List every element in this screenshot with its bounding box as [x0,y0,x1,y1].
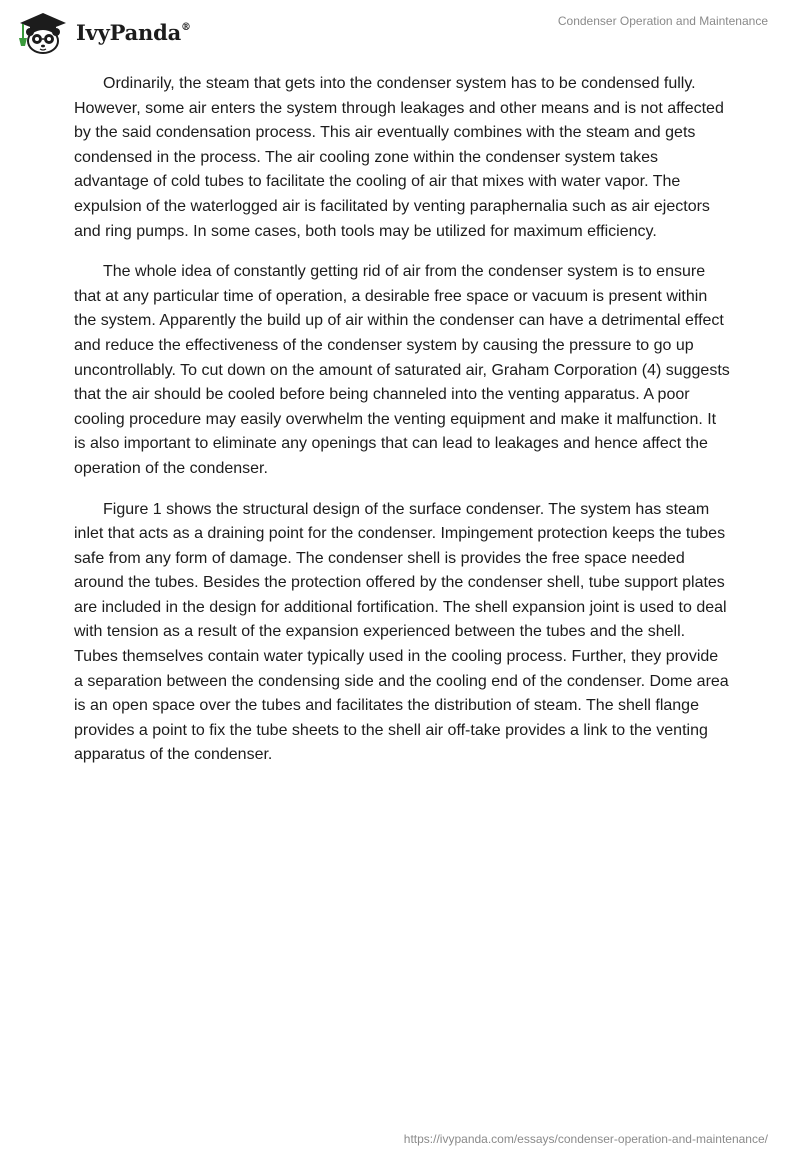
document-title: Condenser Operation and Maintenance [557,14,768,28]
source-url[interactable]: https://ivypanda.com/essays/condenser-operation-and-maintenance/ [403,1132,768,1146]
paragraph-2: The whole idea of constantly getting rid of air from the condenser system is to ensure that at any particular time of operation, a desirable free space or vacuum is present within the system. Apparently the build up of air within the condenser can have a detrimental effect and reduce the effectiveness of the condenser system by causing the pressure to go up uncontrollably. To cut down on the amount of saturated air, Graham Corporation (4) suggests that the air should be cooled before being channeled into the venting apparatus. A poor cooling procedure may easily overwhelm the venting equipment and make it malfunction. It is also important to eliminate any openings that can lead to leakages and hence affect the operation of the condenser. [74,263,730,477]
page-header [0,0,800,60]
paragraph-3: Figure 1 shows the structural design of the surface condenser. The system has steam inlet that acts as a draining point for the condenser. Impingement protection keeps the tubes safe from any form of damage. The condenser shell is provides the free space needed around the tubes. Besides the protection offered by the condenser shell, tube support plates are included in the design for additional fortification. The shell expansion joint is used to deal with tension as a result of the expansion experienced between the tubes and the shell. Tubes themselves contain water typically used in the cooling process. Further, they provide a separation between the condensing side and the cooling end of the condenser. Dome area is an open space over the tubes and facilitates the distribution of steam. The shell flange provides a point to fix the tube sheets to the shell air off-take provides a link to the venting apparatus of the condenser. [74,500,729,764]
essay-body [74,72,730,784]
panda-graduation-cap-icon [14,8,72,56]
paragraph-1: Ordinarily, the steam that gets into the condenser system has to be condensed fully. However, some air enters the system through leakages and other means and is not affected by the said condensation process. This air eventually combines with the steam and gets condensed in the process. The air cooling zone within the condenser system takes advantage of cold tubes to facilitate the cooling of air that mixes with water vapor. The expulsion of the waterlogged air is facilitated by venting paraphernalia such as air ejectors and ring pumps. In some cases, both tools may be utilized for maximum efficiency. [74,75,724,240]
brand-logo[interactable] [14,8,191,56]
brand-name: IvyPanda® [76,19,191,45]
